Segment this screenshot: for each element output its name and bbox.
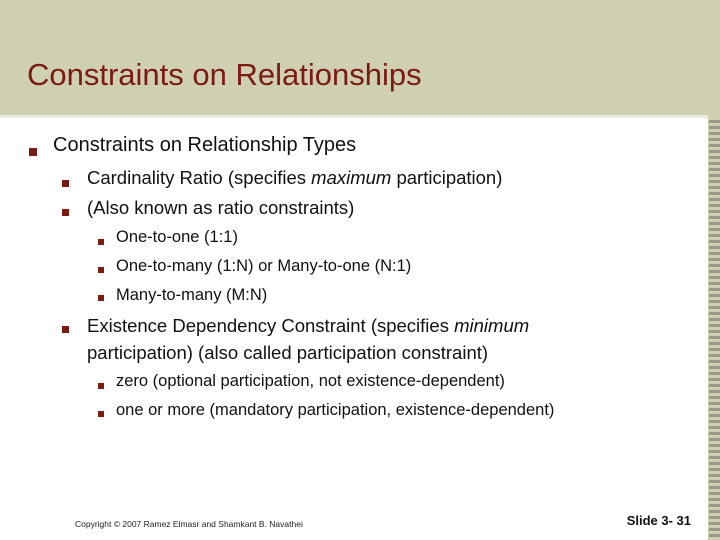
existence-item: one or more (mandatory participation, existence-dependent) — [116, 401, 555, 419]
bullet-icon — [98, 411, 104, 417]
title-divider — [0, 115, 708, 118]
bullet-icon — [62, 209, 69, 216]
cardinality-suffix: participation) — [391, 167, 503, 188]
bullet-icon — [62, 180, 69, 187]
ratio-item: One-to-one (1:1) — [116, 228, 238, 246]
existence-line-2: participation) (also called participation constraint) — [87, 342, 489, 363]
bullet-icon — [98, 383, 104, 389]
bullet-icon — [29, 148, 37, 156]
also-known-line: (Also known as ratio constraints) — [87, 197, 355, 218]
slide-number: Slide 3- 31 — [626, 513, 691, 528]
cardinality-line — [87, 167, 502, 189]
cardinality-prefix: Cardinality Ratio (specifies — [87, 167, 312, 188]
bullet-icon — [98, 267, 104, 273]
existence-item: zero (optional participation, not existence-dependent) — [116, 372, 505, 390]
existence-line — [87, 315, 529, 337]
bullet-icon — [98, 239, 104, 245]
edge-texture — [709, 120, 720, 540]
existence-prefix: Existence Dependency Constraint (specifies — [87, 315, 455, 336]
copyright-footer: Copyright © 2007 Ramez Elmasr and Shamkant B. Navathei — [75, 519, 303, 529]
cardinality-emphasis: maximum — [311, 167, 392, 188]
level1-heading: Constraints on Relationship Types — [53, 134, 357, 156]
existence-emphasis: minimum — [454, 315, 530, 336]
slide-title: Constraints on Relationships — [27, 57, 422, 92]
bullet-icon — [62, 326, 69, 333]
bullet-icon — [98, 295, 104, 301]
ratio-item: One-to-many (1:N) or Many-to-one (N:1) — [116, 257, 412, 275]
ratio-item: Many-to-many (M:N) — [116, 286, 268, 304]
